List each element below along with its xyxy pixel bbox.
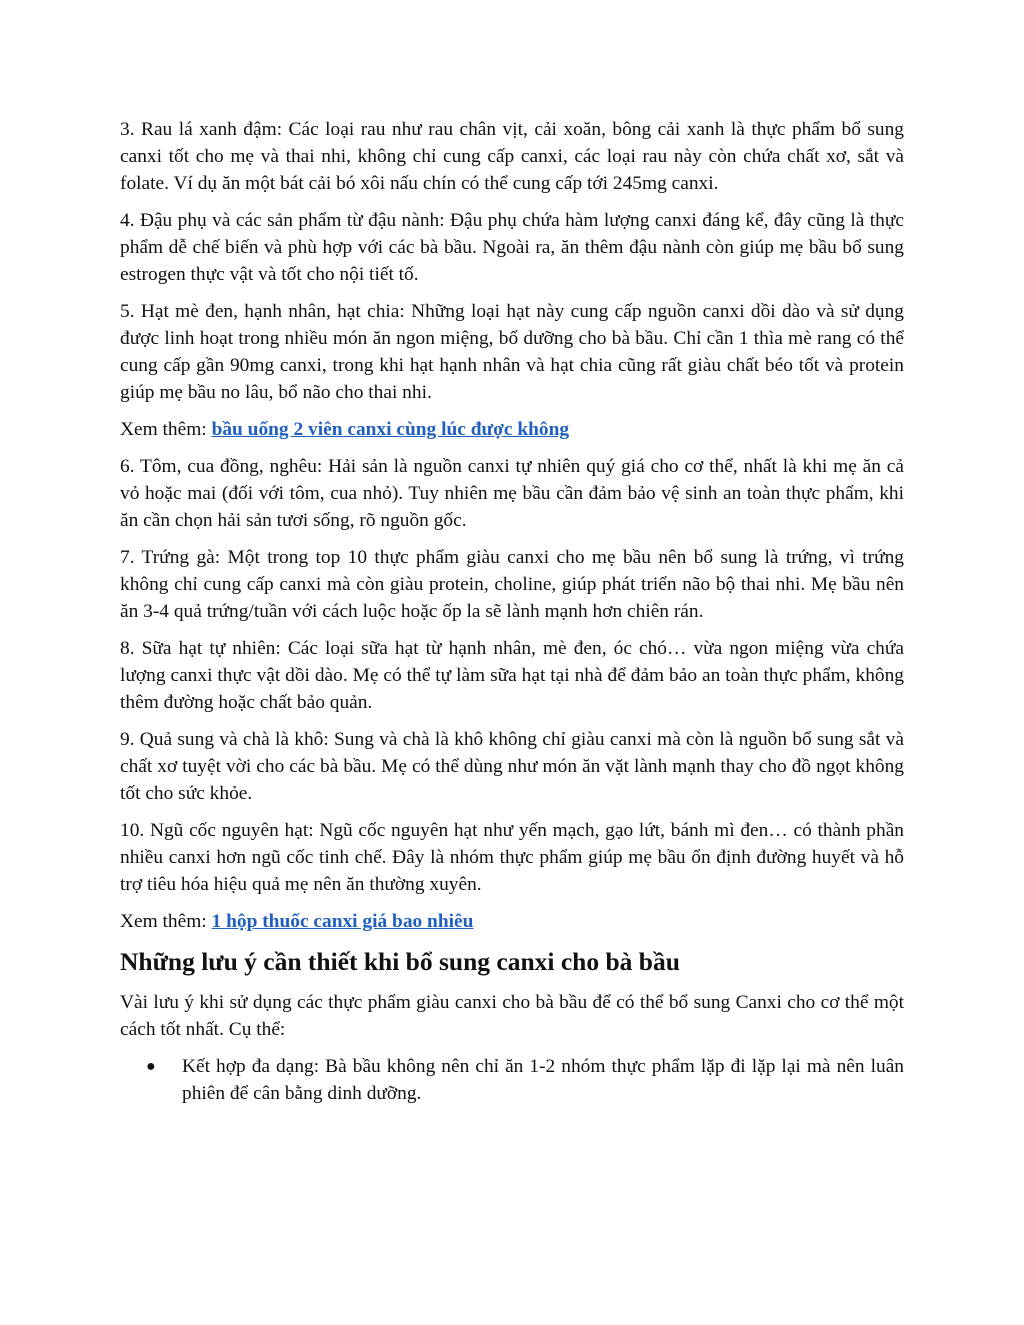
see-more-prefix: Xem thêm:: [120, 419, 212, 440]
paragraph-item-6: 6. Tôm, cua đồng, nghêu: Hải sản là nguồn canxi tự nhiên quý giá cho cơ thể, nhất là khi mẹ ăn cả vỏ hoặc mai (đối với tôm, cua nhỏ). Tuy nhiên mẹ bầu cần đảm bảo vệ sinh an toàn thực phẩm, khi ăn cần chọn hải sản tươi sống, rõ nguồn gốc.: [120, 456, 904, 531]
paragraph-item-7: 7. Trứng gà: Một trong top 10 thực phẩm giàu canxi cho mẹ bầu nên bổ sung là trứng, vì trứng không chỉ cung cấp canxi mà còn giàu protein, choline, giúp phát triển não bộ thai nhi. Mẹ bầu nên ăn 3-4 quả trứng/tuần với cách luộc hoặc ốp la sẽ lành mạnh hơn chiên rán.: [120, 547, 904, 622]
paragraph-item-3: 3. Rau lá xanh đậm: Các loại rau như rau chân vịt, cải xoăn, bông cải xanh là thực phẩm bổ sung canxi tốt cho mẹ và thai nhi, không chỉ cung cấp canxi, các loại rau này còn chứa chất xơ, sắt và folate. Ví dụ ăn một bát cải bó xôi nấu chín có thể cung cấp tới 245mg canxi.: [120, 119, 904, 194]
paragraph-item-8: 8. Sữa hạt tự nhiên: Các loại sữa hạt từ hạnh nhân, mè đen, óc chó… vừa ngon miệng vừa chứa lượng canxi thực vật dồi dào. Mẹ có thể tự làm sữa hạt tại nhà để đảm bảo an toàn thực phẩm, không thêm đường hoặc chất bảo quản.: [120, 638, 904, 713]
section-heading: Những lưu ý cần thiết khi bổ sung canxi cho bà bầu: [120, 947, 680, 976]
paragraph-item-5: 5. Hạt mè đen, hạnh nhân, hạt chia: Những loại hạt này cung cấp nguồn canxi dồi dào và sử dụng được linh hoạt trong nhiều món ăn ngon miệng, bổ dưỡng cho bà bầu. Chỉ cần 1 thìa mè rang có thể cung cấp gần 90mg canxi, trong khi hạt hạnh nhân và hạt chia cũng rất giàu chất béo tốt và protein giúp mẹ bầu no lâu, bổ não cho thai nhi.: [120, 301, 904, 403]
see-more-link-2[interactable]: 1 hộp thuốc canxi giá bao nhiêu: [211, 911, 474, 932]
bullet-dot-icon: ●: [146, 1058, 156, 1075]
section-intro: Vài lưu ý khi sử dụng các thực phẩm giàu canxi cho bà bầu để có thể bổ sung Canxi cho cơ thể một cách tốt nhất. Cụ thể:: [120, 992, 904, 1040]
paragraph-item-4: 4. Đậu phụ và các sản phẩm từ đậu nành: Đậu phụ chứa hàm lượng canxi đáng kể, đây cũng là thực phẩm dễ chế biến và phù hợp với các bà bầu. Ngoài ra, ăn thêm đậu nành còn giúp mẹ bầu bổ sung estrogen thực vật và tốt cho nội tiết tố.: [120, 210, 904, 285]
document-page: [120, 116, 904, 1107]
paragraph-item-10: 10. Ngũ cốc nguyên hạt: Ngũ cốc nguyên hạt như yến mạch, gạo lứt, bánh mì đen… có thành phần nhiều canxi hơn ngũ cốc tinh chế. Đây là nhóm thực phẩm giúp mẹ bầu ổn định đường huyết và hỗ trợ tiêu hóa hiệu quả mẹ nên ăn thường xuyên.: [120, 820, 904, 895]
see-more-prefix: Xem thêm:: [120, 911, 212, 932]
paragraph-item-9: 9. Quả sung và chà là khô: Sung và chà là khô không chỉ giàu canxi mà còn là nguồn bổ sung sắt và chất xơ tuyệt vời cho các bà bầu. Mẹ có thể dùng như món ăn vặt lành mạnh thay cho đồ ngọt không tốt cho sức khỏe.: [120, 729, 904, 804]
bullet-text: Kết hợp đa dạng: Bà bầu không nên chỉ ăn 1-2 nhóm thực phẩm lặp đi lặp lại mà nên luân phiên để cân bằng dinh dưỡng.: [182, 1056, 904, 1104]
see-more-link-1[interactable]: bầu uống 2 viên canxi cùng lúc được không: [211, 419, 570, 440]
see-more-1: [120, 416, 904, 443]
bullet-item: [120, 1053, 904, 1107]
bullet-list: [120, 1053, 904, 1107]
see-more-2: [120, 908, 904, 935]
